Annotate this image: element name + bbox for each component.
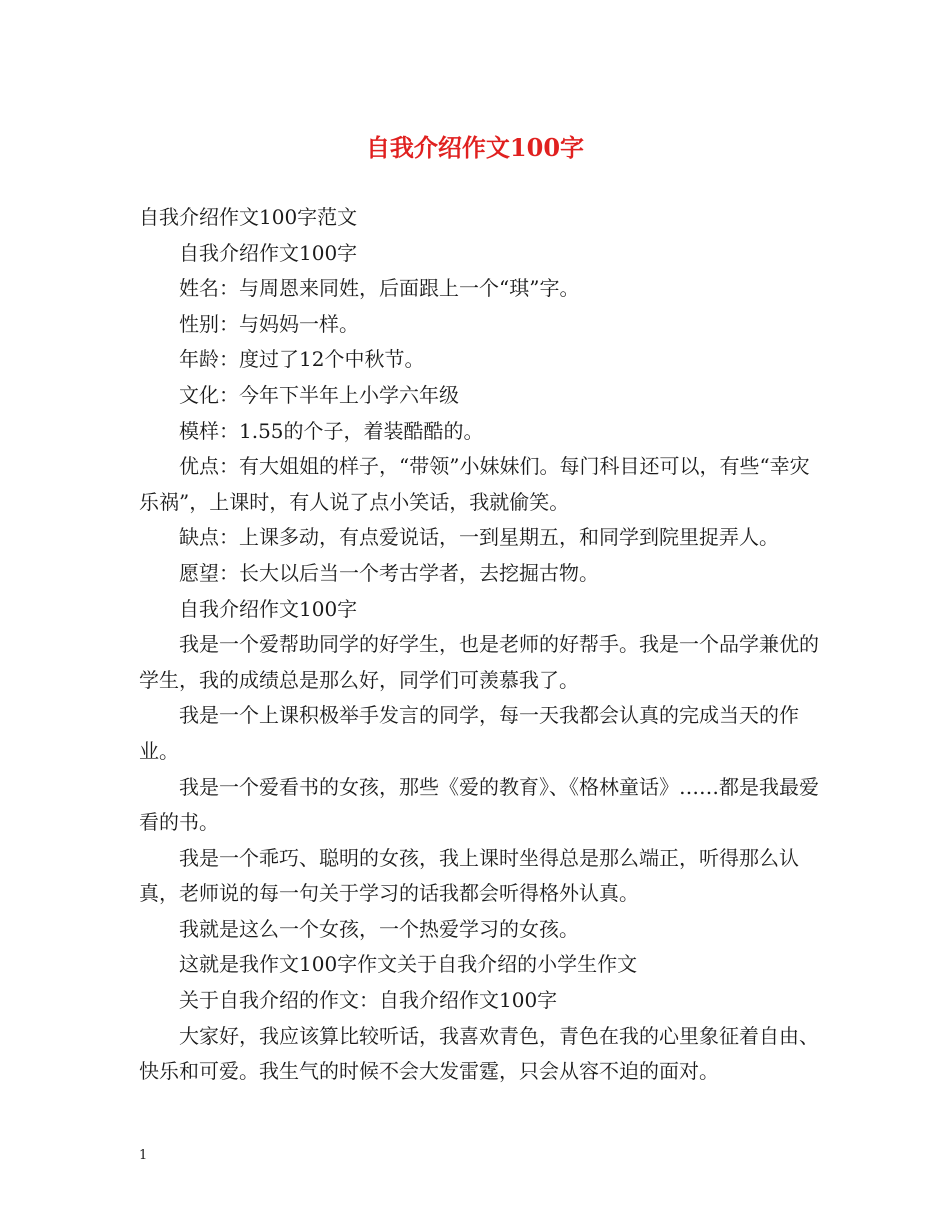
paragraph: 我就是这么一个女孩，一个热爱学习的女孩。	[179, 916, 579, 941]
paragraph: 愿望：长大以后当一个考古学者，去挖掘古物。	[179, 560, 599, 585]
document-body	[139, 200, 829, 1090]
paragraph: 姓名：与周恩来同姓，后面跟上一个“琪”字。	[179, 276, 580, 301]
paragraph: 文化：今年下半年上小学六年级	[179, 382, 459, 407]
paragraph: 缺点：上课多动，有点爱说话，一到星期五，和同学到院里捉弄人。	[179, 525, 779, 550]
paragraph: 年龄：度过了12个中秋节。	[179, 347, 425, 372]
paragraph: 优点：有大姐姐的样子，“带领”小妹妹们。每门科目还可以，有些“幸灾乐祸”，上课时，有人说了点小笑话，我就偷笑。	[139, 454, 810, 514]
paragraph: 我是一个爱帮助同学的好学生，也是老师的好帮手。我是一个品学兼优的学生，我的成绩总是那么好，同学们可羡慕我了。	[139, 632, 819, 692]
paragraph: 我是一个爱看书的女孩，那些《爱的教育》、《格林童话》……都是我最爱看的书。	[139, 774, 819, 835]
paragraph: 性别：与妈妈一样。	[179, 311, 359, 336]
paragraph: 我是一个上课积极举手发言的同学，每一天我都会认真的完成当天的作业。	[139, 703, 799, 763]
paragraph: 自我介绍作文100字	[179, 240, 358, 265]
document-title: 自我介绍作文100字	[365, 133, 585, 162]
paragraph: 这就是我作文100字作文关于自我介绍的小学生作文	[179, 952, 638, 977]
paragraph: 大家好，我应该算比较听话，我喜欢青色，青色在我的心里象征着自由、快乐和可爱。我生气的时候不会大发雷霆，只会从容不迫的面对。	[139, 1023, 819, 1084]
paragraph: 我是一个乖巧、聪明的女孩，我上课时坐得总是那么端正，听得那么认真，老师说的每一句关于学习的话我都会听得格外认真。	[139, 845, 799, 906]
page-number: 1	[139, 1148, 148, 1163]
paragraph: 关于自我介绍的作文：自我介绍作文100字	[179, 988, 558, 1013]
paragraph: 自我介绍作文100字范文	[139, 205, 358, 229]
paragraph: 自我介绍作文100字	[179, 596, 358, 621]
paragraph: 模样：1.55的个子，着装酷酷的。	[179, 418, 484, 443]
